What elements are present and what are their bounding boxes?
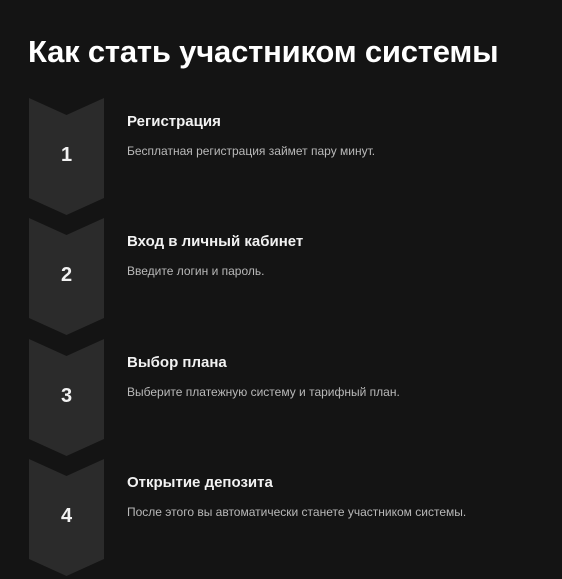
step-item-1 bbox=[0, 98, 562, 218]
step-item-2 bbox=[0, 218, 562, 338]
step-item-3 bbox=[0, 339, 562, 459]
page-title: Как стать участником системы bbox=[28, 34, 499, 69]
step-title: Открытие депозита bbox=[127, 474, 273, 491]
step-description: После этого вы автоматически станете участником системы. bbox=[127, 505, 467, 519]
step-description: Введите логин и пароль. bbox=[127, 264, 265, 278]
step-title: Вход в личный кабинет bbox=[127, 233, 304, 250]
step-number: 1 bbox=[60, 144, 73, 166]
step-title: Выбор плана bbox=[127, 354, 227, 371]
step-description: Бесплатная регистрация займет пару минут. bbox=[127, 144, 376, 158]
step-description: Выберите платежную систему и тарифный план. bbox=[127, 385, 400, 399]
step-title: Регистрация bbox=[127, 113, 221, 130]
step-number: 3 bbox=[60, 385, 73, 407]
step-number: 2 bbox=[60, 264, 73, 286]
step-item-4 bbox=[0, 459, 562, 579]
step-number: 4 bbox=[60, 505, 73, 527]
